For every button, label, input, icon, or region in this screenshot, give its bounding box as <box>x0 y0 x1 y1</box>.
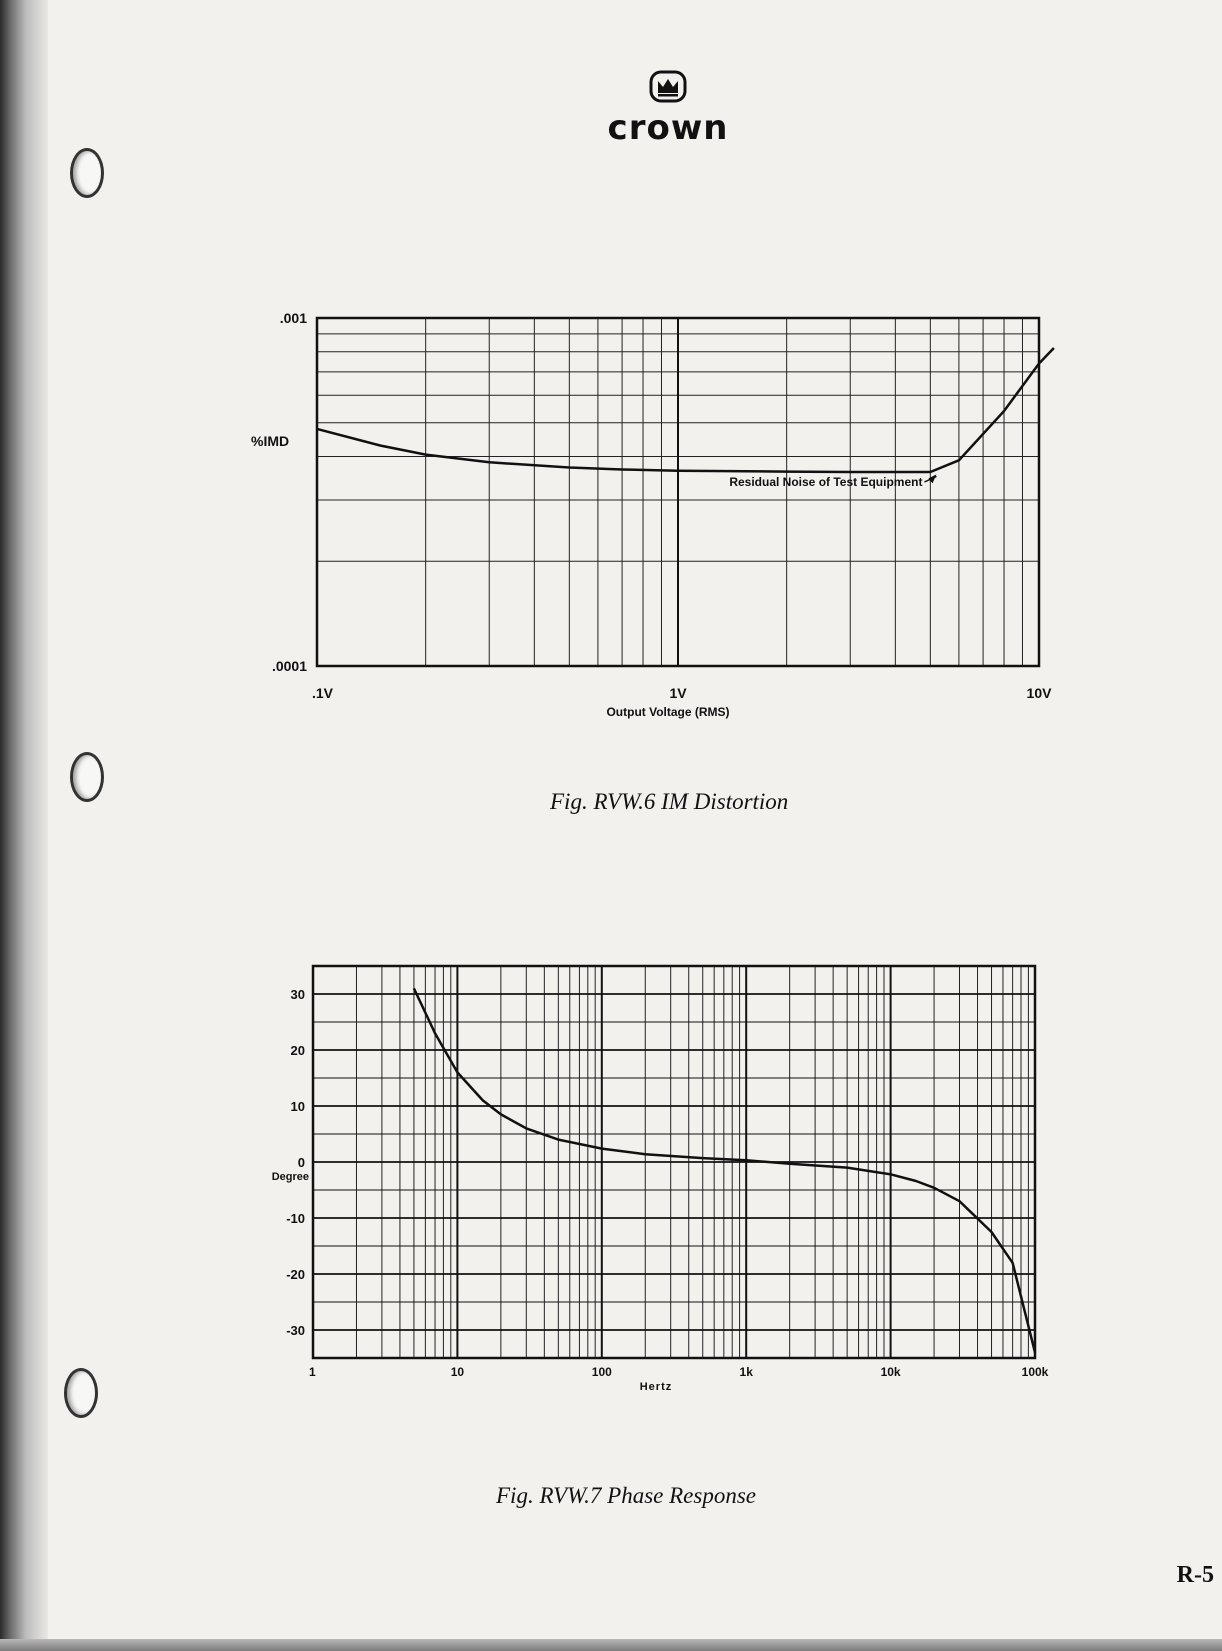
x-tick-label: 10 <box>450 1365 465 1379</box>
y-tick-label: 20 <box>290 1043 305 1058</box>
x-tick-label: .1V <box>312 685 334 701</box>
scan-bottom-band <box>0 1639 1222 1651</box>
x-tick-label: 100k <box>1021 1365 1049 1379</box>
y-tick-label: 10 <box>290 1099 305 1114</box>
im-distortion-chart <box>251 310 1054 719</box>
annotation-label: Residual Noise of Test Equipment <box>729 475 923 489</box>
x-tick-label: 1V <box>669 685 687 701</box>
figure-caption-im-distortion: Fig. RVW.6 IM Distortion <box>550 789 789 814</box>
x-tick-label: 10V <box>1026 685 1052 701</box>
x-axis-label: Hertz <box>639 1381 673 1393</box>
imd-curve <box>317 348 1054 472</box>
phase-response-chart <box>272 966 1049 1393</box>
y-tick-label: .0001 <box>271 658 307 674</box>
y-tick-label: .001 <box>279 310 307 326</box>
figure-caption-phase-response: Fig. RVW.7 Phase Response <box>496 1483 756 1508</box>
phase-curve <box>414 988 1035 1352</box>
annotation-arrowhead <box>928 474 936 483</box>
x-tick-label: 1k <box>739 1365 753 1379</box>
y-tick-label: 0 <box>297 1155 305 1170</box>
x-axis-label: Output Voltage (RMS) <box>606 705 730 719</box>
y-axis-label: Degree <box>271 1171 309 1183</box>
y-tick-label: -10 <box>286 1211 305 1226</box>
y-tick-label: -30 <box>286 1323 305 1338</box>
y-axis-label: %IMD <box>251 433 290 449</box>
brand-wordmark: crown <box>607 108 729 148</box>
x-tick-label: 1 <box>309 1365 316 1379</box>
page-number: R-5 <box>1176 1562 1214 1588</box>
y-tick-label: 30 <box>290 987 305 1002</box>
x-tick-label: 100 <box>591 1365 612 1379</box>
x-tick-label: 10k <box>880 1365 901 1379</box>
y-tick-label: -20 <box>286 1267 305 1282</box>
